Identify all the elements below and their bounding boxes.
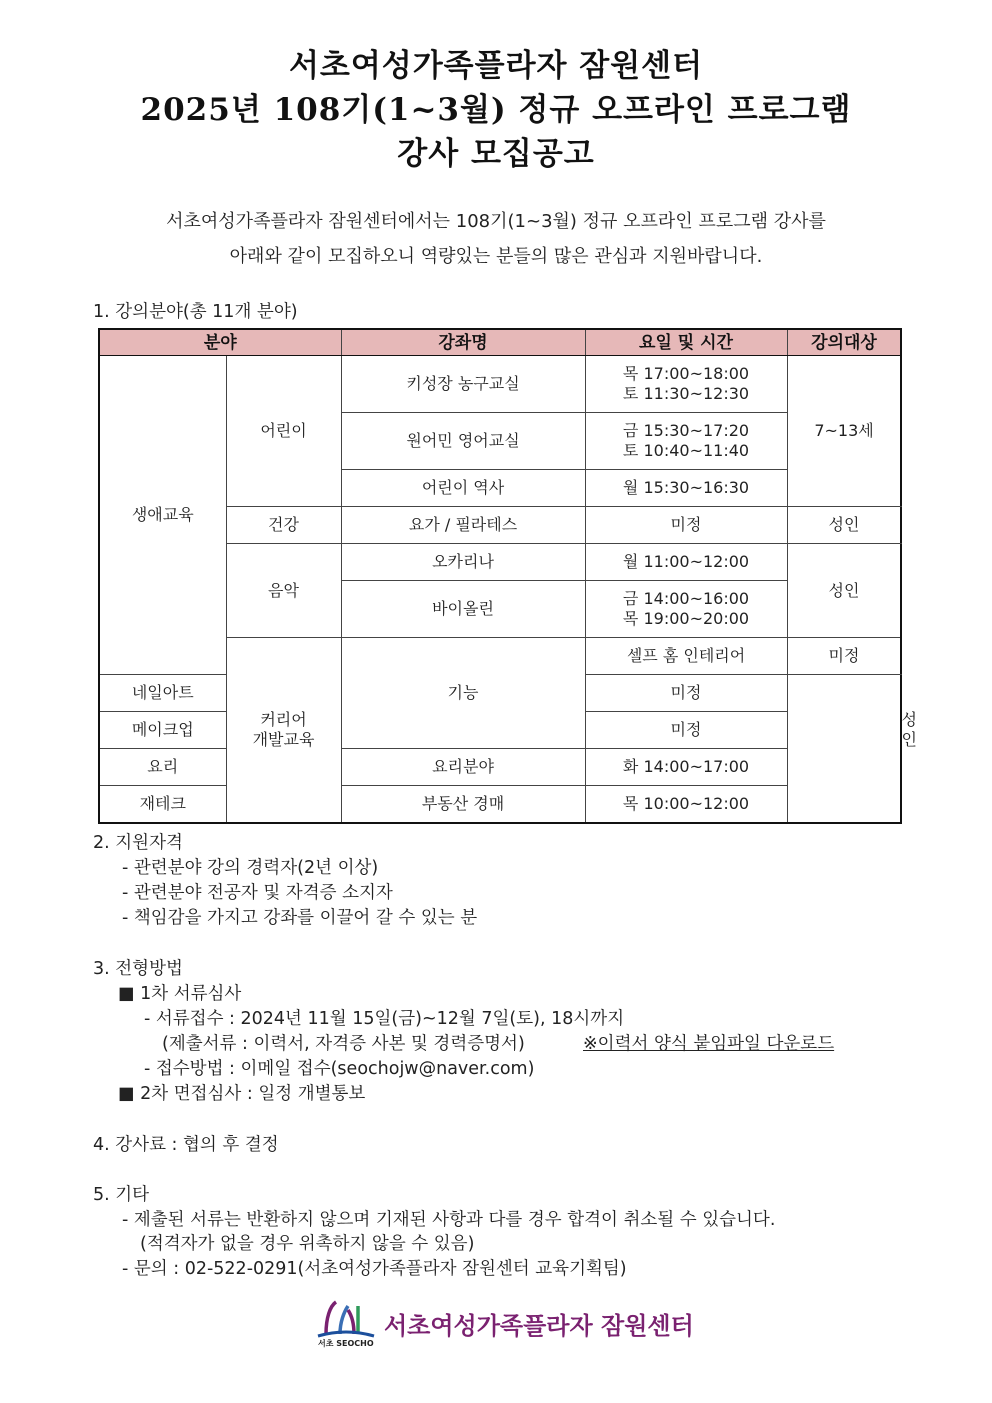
- time-cell: 미정: [585, 507, 787, 544]
- column-header-course: 강좌명: [341, 329, 585, 356]
- seocho-emblem-icon: [314, 1298, 378, 1342]
- time-cell: 미정: [585, 675, 787, 712]
- course-cell: 바이올린: [341, 581, 585, 638]
- course-cell: 셀프 홈 인테리어: [585, 638, 787, 675]
- title-line-1: 서초여성가족플라자 잠원센터: [288, 48, 704, 84]
- time-cell: 목 17:00~18:00 토 11:30~12:30: [585, 356, 787, 413]
- intro-line-2: 아래와 같이 모집하오니 역량있는 분들의 많은 관심과 지원바랍니다.: [229, 246, 763, 267]
- time-cell: 월 15:30~16:30: [585, 470, 787, 507]
- course-cell: 네일아트: [99, 675, 226, 712]
- documents-info: (제출서류 : 이력서, 자격증 사본 및 경력증명서): [162, 1034, 525, 1054]
- section5-heading: 5. 기타: [93, 1185, 150, 1205]
- submission-method: - 접수방법 : 이메일 접수(seochojw@naver.com): [144, 1059, 535, 1079]
- receipt-period: - 서류접수 : 2024년 11월 15일(금)~12월 7일(토), 18시까지: [144, 1009, 625, 1029]
- logo-small-text: 서초 SEOCHO: [318, 1339, 374, 1348]
- column-header-field: 분야: [99, 329, 341, 356]
- table-row: [99, 749, 901, 786]
- time-cell: 목 10:00~12:00: [585, 786, 787, 823]
- column-header-target: 강의대상: [787, 329, 901, 356]
- section2-heading: 2. 지원자격: [93, 833, 183, 853]
- category-cell: 커리어 개발교육: [226, 638, 341, 823]
- section3-heading: 3. 전형방법: [93, 959, 183, 979]
- course-cell: 키성장 농구교실: [341, 356, 585, 413]
- intro-line-1: 서초여성가족플라자 잠원센터에서는 108기(1~3월) 정규 오프라인 프로그램 강사를: [166, 211, 826, 232]
- stage1-label: ■ 1차 서류심사: [118, 984, 242, 1004]
- time-cell: 미정: [585, 712, 787, 749]
- target-cell: 성인: [787, 544, 901, 638]
- table-row: [99, 356, 901, 413]
- course-cell: 요리분야: [341, 749, 585, 786]
- qualification-item: - 관련분야 전공자 및 자격증 소지자: [122, 883, 393, 903]
- qualification-item: - 책임감을 가지고 강좌를 이끌어 갈 수 있는 분: [122, 908, 478, 928]
- subfield-cell: 요리: [99, 749, 226, 786]
- time-cell: 화 14:00~17:00: [585, 749, 787, 786]
- title-line-3: 강사 모집공고: [397, 136, 595, 172]
- target-cell: 7~13세: [787, 356, 901, 507]
- target-cell: 성인: [787, 507, 901, 544]
- table-header-row: [99, 329, 901, 356]
- contact-info: - 문의 : 02-522-0291(서초여성가족플라자 잠원센터 교육기획팀): [122, 1259, 627, 1279]
- course-cell: 부동산 경매: [341, 786, 585, 823]
- course-cell: 메이크업: [99, 712, 226, 749]
- resume-download-link[interactable]: ※이력서 양식 붙임파일 다운로드: [583, 1034, 835, 1054]
- course-cell: 원어민 영어교실: [341, 413, 585, 470]
- notice-item: - 제출된 서류는 반환하지 않으며 기재된 사항과 다를 경우 합격이 취소될 수 있습니다.: [122, 1210, 776, 1230]
- section4-heading: 4. 강사료 : 협의 후 결정: [93, 1135, 279, 1155]
- subfield-cell: 음악: [226, 544, 341, 638]
- time-cell: 금 14:00~16:00 목 19:00~20:00: [585, 581, 787, 638]
- table-row: [99, 786, 901, 823]
- time-cell: 미정: [787, 638, 901, 675]
- course-cell: 요가 / 필라테스: [341, 507, 585, 544]
- time-cell: 월 11:00~12:00: [585, 544, 787, 581]
- course-cell: 어린이 역사: [341, 470, 585, 507]
- program-table: [98, 328, 917, 824]
- column-header-time: 요일 및 시간: [585, 329, 787, 356]
- qualification-item: - 관련분야 강의 경력자(2년 이상): [122, 858, 379, 878]
- section1-heading: 1. 강의분야(총 11개 분야): [93, 302, 298, 322]
- center-logo: [314, 1298, 694, 1350]
- subfield-cell: 건강: [226, 507, 341, 544]
- subfield-cell: 기능: [341, 638, 585, 749]
- logo-name: 서초여성가족플라자 잠원센터: [384, 1312, 694, 1340]
- notice-item: (적격자가 없을 경우 위촉하지 않을 수 있음): [140, 1234, 475, 1254]
- subfield-cell: 어린이: [226, 356, 341, 507]
- title-line-2: 2025년 108기(1~3월) 정규 오프라인 프로그램: [140, 92, 852, 128]
- stage2-label: ■ 2차 면접심사 : 일정 개별통보: [118, 1084, 366, 1104]
- subfield-cell: 재테크: [99, 786, 226, 823]
- time-cell: 금 15:30~17:20 토 10:40~11:40: [585, 413, 787, 470]
- table-row: 커리어 개발교육 기능 셀프 홈 인테리어 미정 성인: [99, 638, 901, 675]
- category-cell: 생애교육: [99, 356, 226, 675]
- course-cell: 오카리나: [341, 544, 585, 581]
